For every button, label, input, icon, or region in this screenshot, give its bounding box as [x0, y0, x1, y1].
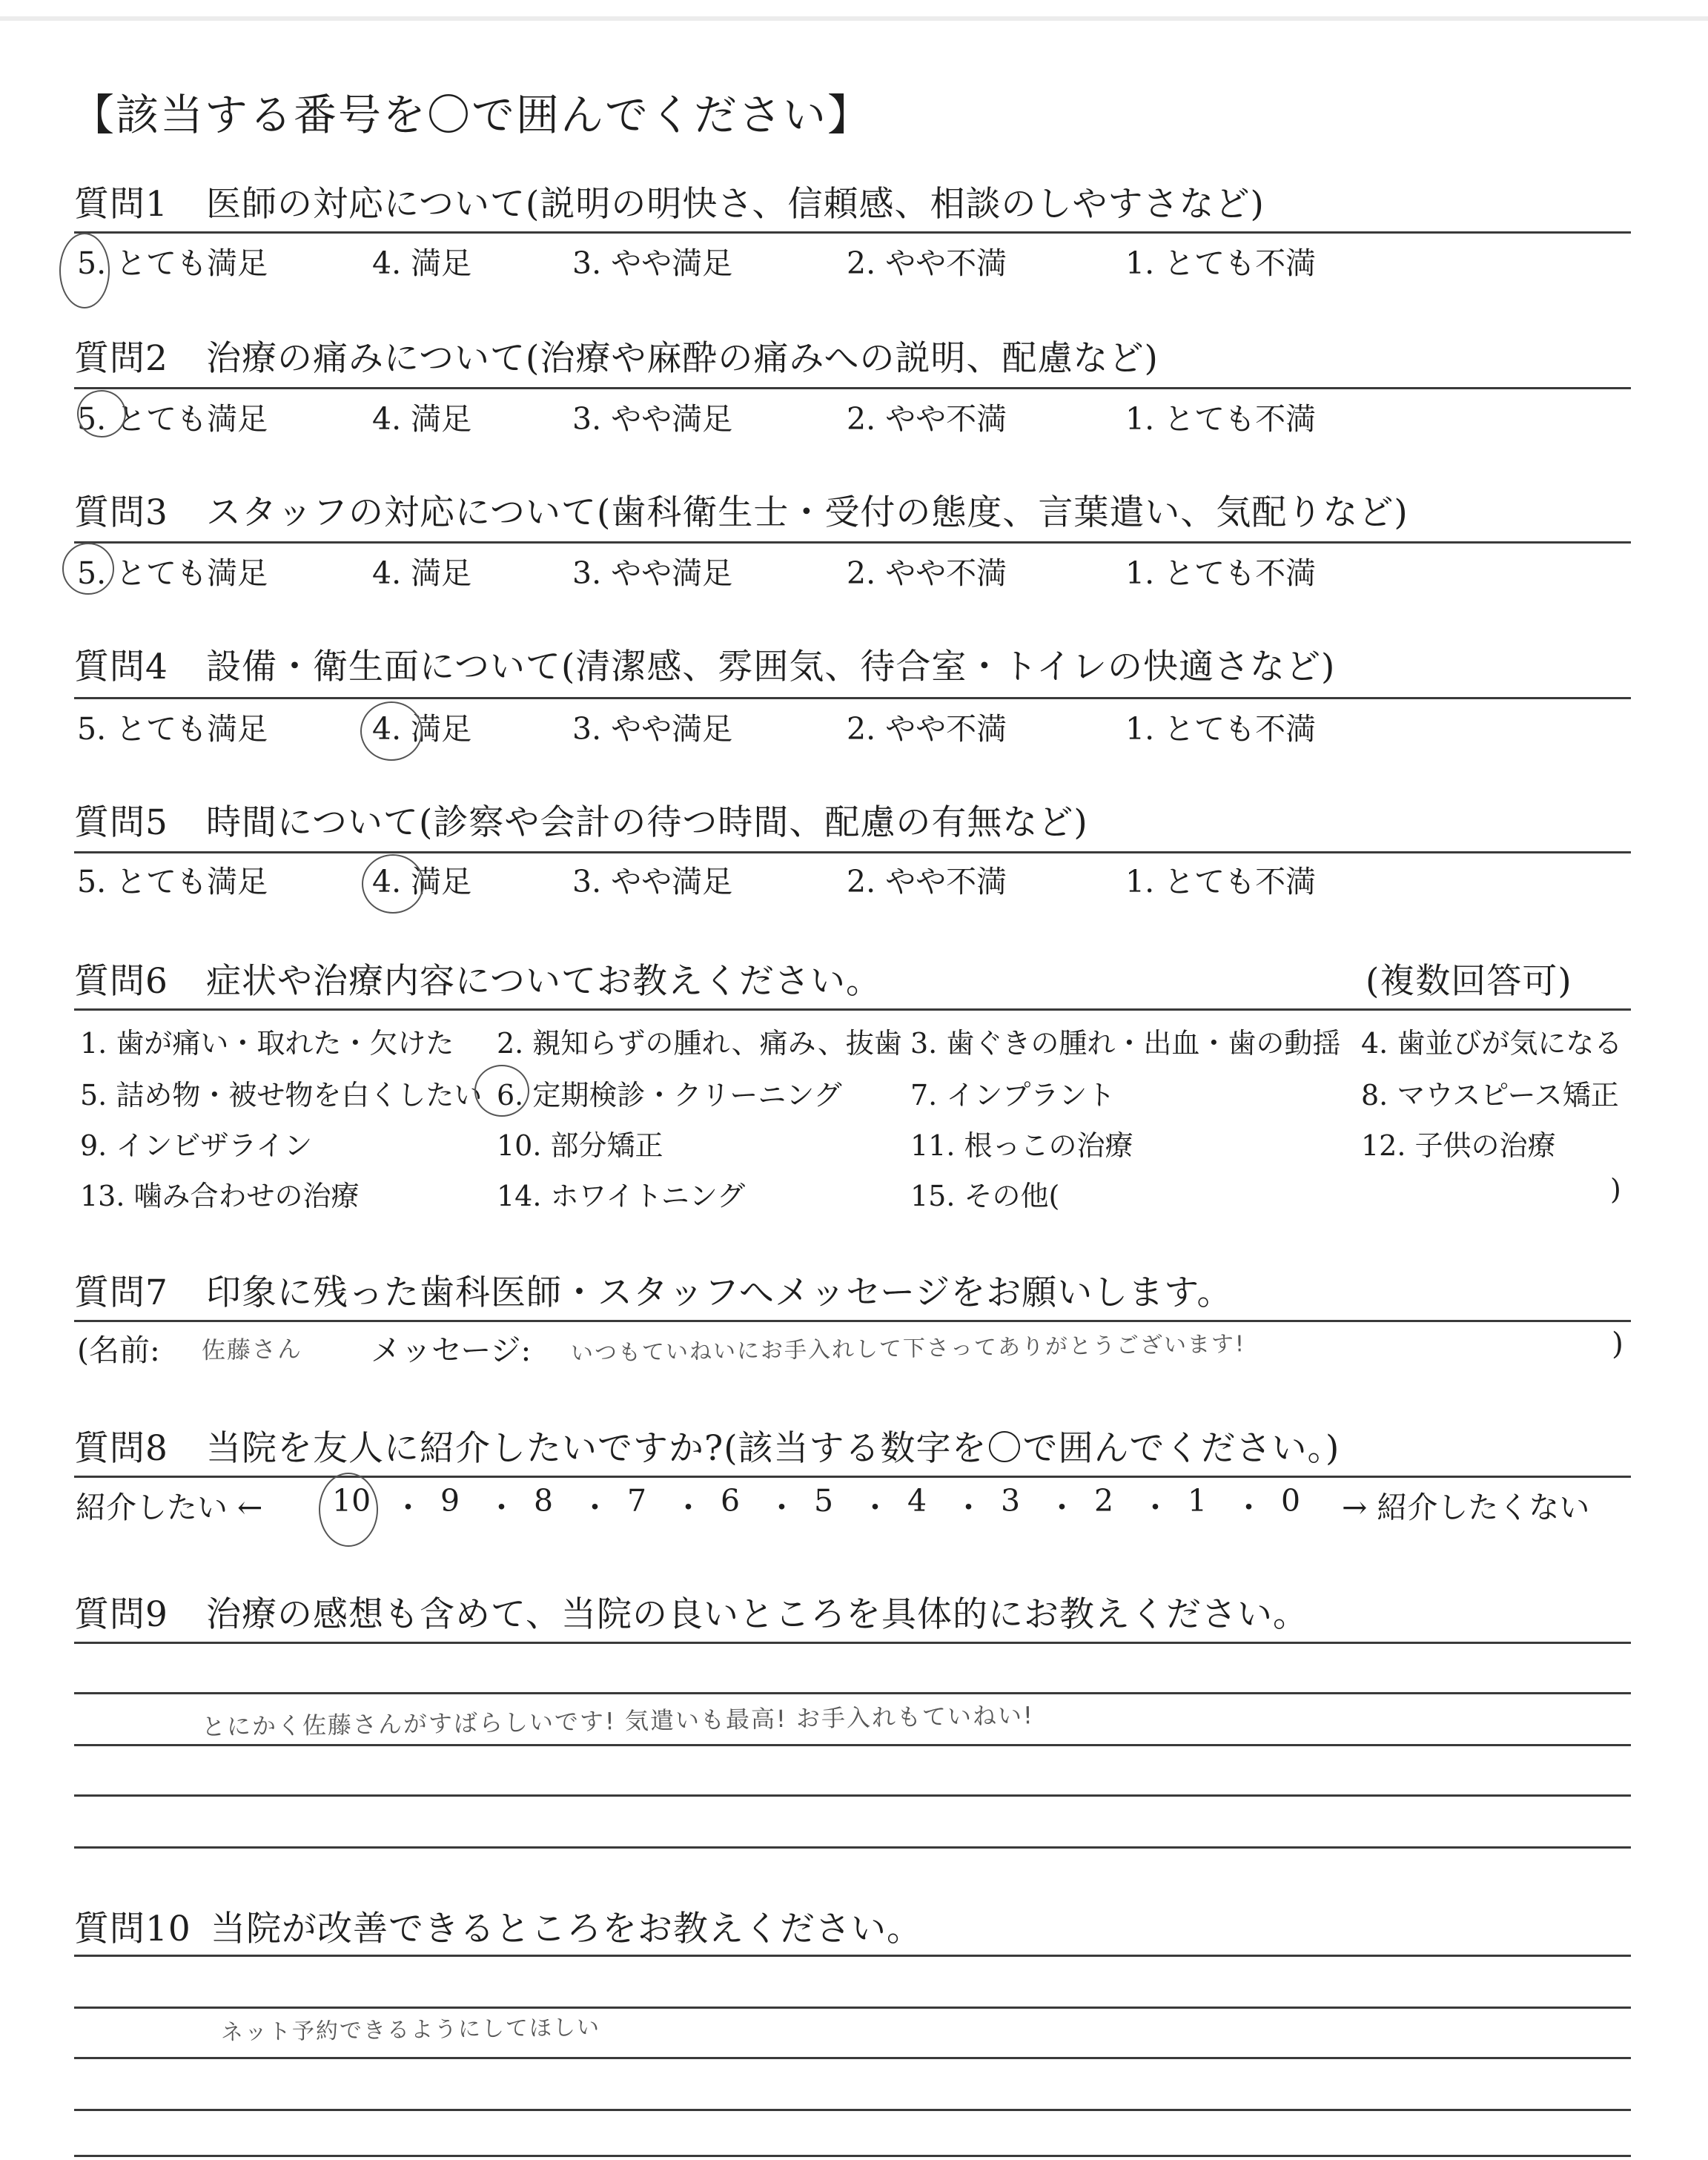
q6-option-3[interactable]: 3. 歯ぐきの腫れ・出血・歯の動揺 [910, 1027, 1341, 1060]
question-2-text: 治療の痛みについて(治療や麻酔の痛みへの説明、配慮など) [206, 338, 1159, 379]
q6-option-1[interactable]: 1. 歯が痛い・取れた・欠けた [80, 1027, 454, 1060]
q4-option-3[interactable]: 3. やや満足 [572, 711, 733, 747]
question-6-title: 質問6 [74, 961, 168, 1002]
q6-option-4[interactable]: 4. 歯並びが気になる [1361, 1027, 1623, 1060]
q6-option-10[interactable]: 10. 部分矯正 [497, 1129, 663, 1162]
q9-answer-line [74, 1846, 1631, 1849]
question-6-text: 症状や治療内容についてお教えください。 [206, 961, 882, 1002]
question-9-title: 質問9 [74, 1594, 168, 1635]
question-7-rule [74, 1320, 1631, 1322]
q2-option-5[interactable]: 5. とても満足 [77, 401, 268, 437]
q5-option-1[interactable]: 1. とても不満 [1125, 864, 1317, 899]
question-6-rule [74, 1008, 1631, 1011]
q5-option-5[interactable]: 5. とても満足 [77, 864, 268, 899]
q8-separator: ・ [580, 1490, 610, 1525]
q8-score-9[interactable]: 9 [440, 1483, 460, 1519]
q2-answer-circle [77, 390, 126, 437]
q7-name-handwritten[interactable]: 佐藤さん [201, 1335, 303, 1364]
question-2-title: 質問2 [74, 338, 168, 379]
q7-close-paren: ) [1612, 1326, 1623, 1361]
question-7-title: 質問7 [74, 1272, 168, 1313]
question-10-text: 当院が改善できるところをお教えください。 [211, 1909, 922, 1949]
q9-answer-line [74, 1744, 1631, 1746]
q10-answer-line [74, 2057, 1631, 2059]
q4-option-5[interactable]: 5. とても満足 [77, 711, 268, 747]
q6-option-14[interactable]: 14. ホワイトニング [497, 1180, 746, 1212]
q8-score-2[interactable]: 2 [1094, 1483, 1114, 1519]
q7-message-handwritten[interactable]: いつもていねいにお手入れして下さってありがとうございます! [570, 1331, 1246, 1367]
question-4-rule [74, 697, 1631, 699]
q8-separator: ・ [767, 1490, 797, 1525]
q8-score-8[interactable]: 8 [534, 1483, 554, 1519]
question-8-text: 当院を友人に紹介したいですか?(該当する数字を〇で囲んでください。) [206, 1428, 1340, 1469]
q8-separator: ・ [673, 1490, 704, 1525]
q10-answer-handwritten[interactable]: ネット予約できるようにしてほしい [220, 2014, 601, 2046]
form-header: 【該当する番号を〇で囲んでください】 [71, 90, 873, 140]
question-1-text: 医師の対応について(説明の明快さ、信頼感、相談のしやすさなど) [206, 184, 1265, 225]
q6-option-12[interactable]: 12. 子供の治療 [1361, 1129, 1556, 1162]
q8-separator: ・ [393, 1490, 423, 1525]
question-9-rule [74, 1642, 1631, 1644]
q1-option-1[interactable]: 1. とても不満 [1125, 245, 1317, 281]
scan-top-edge [0, 16, 1708, 21]
q5-option-4[interactable]: 4. 満足 [372, 864, 472, 899]
q8-score-6[interactable]: 6 [721, 1483, 741, 1519]
q10-answer-line [74, 2007, 1631, 2009]
q5-answer-circle [362, 854, 424, 914]
q7-message-label: メッセージ: [371, 1332, 532, 1368]
q6-option-5[interactable]: 5. 詰め物・被せ物を白くしたい [80, 1079, 483, 1112]
question-6-note: (複数回答可) [1366, 961, 1572, 1002]
question-4-title: 質問4 [74, 647, 168, 687]
q6-option-9[interactable]: 9. インビザライン [80, 1129, 313, 1162]
question-10-rule [74, 1955, 1631, 1957]
q6-option-6[interactable]: 6. 定期検診・クリーニング [497, 1079, 842, 1112]
q8-score-4[interactable]: 4 [907, 1483, 927, 1519]
q8-answer-circle [319, 1473, 378, 1547]
question-3-text: スタッフの対応について(歯科衛生士・受付の態度、言葉遣い、気配りなど) [206, 492, 1409, 533]
q8-separator: ・ [1047, 1490, 1077, 1525]
q3-option-1[interactable]: 1. とても不満 [1125, 555, 1317, 591]
q2-option-3[interactable]: 3. やや満足 [572, 401, 733, 437]
q9-answer-line [74, 1794, 1631, 1797]
question-4-text: 設備・衛生面について(清潔感、雰囲気、待合室・トイレの快適さなど) [206, 647, 1336, 687]
question-10-title: 質問10 [74, 1909, 191, 1949]
q1-option-5[interactable]: 5. とても満足 [77, 245, 268, 281]
q5-option-3[interactable]: 3. やや満足 [572, 864, 733, 899]
q1-option-4[interactable]: 4. 満足 [372, 245, 472, 281]
q4-answer-circle [360, 701, 423, 761]
q6-option-8[interactable]: 8. マウスピース矯正 [1361, 1079, 1619, 1112]
q7-name-label: (名前: [77, 1332, 160, 1368]
question-5-rule [74, 851, 1631, 853]
q9-answer-line [74, 1692, 1631, 1694]
q6-option-11[interactable]: 11. 根っこの治療 [910, 1129, 1133, 1162]
question-5-title: 質問5 [74, 802, 168, 843]
q9-answer-handwritten[interactable]: とにかく佐藤さんがすばらしいです! 気遣いも最高! お手入れもていねい! [201, 1701, 1035, 1741]
question-7-text: 印象に残った歯科医師・スタッフへメッセージをお願いします。 [206, 1272, 1233, 1313]
question-5-text: 時間について(診察や会計の待つ時間、配慮の有無など) [206, 802, 1088, 843]
q2-option-1[interactable]: 1. とても不満 [1125, 401, 1317, 437]
q8-separator: ・ [860, 1490, 890, 1525]
q8-score-1[interactable]: 1 [1188, 1483, 1208, 1519]
q8-separator: ・ [1140, 1490, 1171, 1525]
q6-option-2[interactable]: 2. 親知らずの腫れ、痛み、抜歯 [497, 1027, 902, 1060]
question-3-rule [74, 541, 1631, 544]
q8-right-label: → 紹介したくない [1342, 1490, 1590, 1525]
q6-option-7[interactable]: 7. インプラント [910, 1079, 1116, 1112]
q6-option-15[interactable]: 15. その他( [910, 1180, 1060, 1212]
q3-option-3[interactable]: 3. やや満足 [572, 555, 733, 591]
q8-score-0[interactable]: 0 [1281, 1483, 1301, 1519]
q6-option-13[interactable]: 13. 噛み合わせの治療 [80, 1180, 360, 1212]
q3-option-2[interactable]: 2. やや不満 [847, 555, 1007, 591]
q8-separator: ・ [953, 1490, 984, 1525]
q8-separator: ・ [1234, 1490, 1264, 1525]
q6-answer-circle [474, 1065, 529, 1117]
question-2-rule [74, 387, 1631, 389]
question-8-rule [74, 1476, 1631, 1478]
q2-option-4[interactable]: 4. 満足 [372, 401, 472, 437]
q3-option-5[interactable]: 5. とても満足 [77, 555, 268, 591]
q5-option-2[interactable]: 2. やや不満 [847, 864, 1007, 899]
q8-score-7[interactable]: 7 [627, 1483, 647, 1519]
q10-answer-line [74, 2155, 1631, 2157]
q8-score-3[interactable]: 3 [1001, 1483, 1021, 1519]
q6-option-15-close: ) [1610, 1173, 1621, 1206]
question-1-rule [74, 231, 1631, 234]
q8-separator: ・ [486, 1490, 517, 1525]
q8-score-5[interactable]: 5 [814, 1483, 834, 1519]
question-3-title: 質問3 [74, 492, 168, 533]
q1-option-2[interactable]: 2. やや不満 [847, 245, 1007, 281]
q8-score-10[interactable]: 10 [332, 1483, 371, 1519]
q1-option-3[interactable]: 3. やや満足 [572, 245, 733, 281]
q8-left-label: 紹介したい ← [76, 1490, 263, 1525]
q2-option-2[interactable]: 2. やや不満 [847, 401, 1007, 437]
q10-answer-line [74, 2109, 1631, 2111]
q1-answer-circle [59, 233, 110, 308]
q3-answer-circle [62, 543, 114, 595]
q4-option-4[interactable]: 4. 満足 [372, 711, 472, 747]
question-9-text: 治療の感想も含めて、当院の良いところを具体的にお教えください。 [206, 1594, 1309, 1635]
question-1-title: 質問1 [74, 184, 168, 225]
question-8-title: 質問8 [74, 1428, 168, 1469]
q4-option-1[interactable]: 1. とても不満 [1125, 711, 1317, 747]
q3-option-4[interactable]: 4. 満足 [372, 555, 472, 591]
q4-option-2[interactable]: 2. やや不満 [847, 711, 1007, 747]
